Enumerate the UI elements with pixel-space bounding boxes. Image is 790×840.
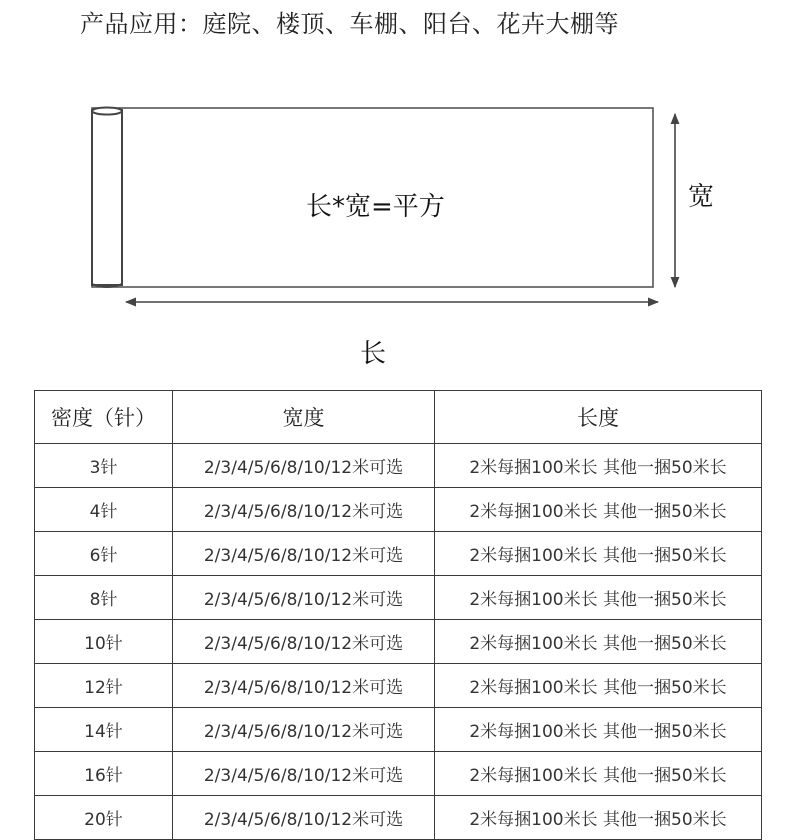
length-cell: 2米每捆100米长 其他一捆50米长 — [435, 444, 762, 488]
density-cell: 8针 — [35, 576, 173, 620]
length-cell: 2米每捆100米长 其他一捆50米长 — [435, 708, 762, 752]
length-cell: 2米每捆100米长 其他一捆50米长 — [435, 488, 762, 532]
density-cell: 3针 — [35, 444, 173, 488]
width-cell: 2/3/4/5/6/8/10/12米可选 — [173, 752, 435, 796]
width-cell: 2/3/4/5/6/8/10/12米可选 — [173, 796, 435, 840]
width-cell: 2/3/4/5/6/8/10/12米可选 — [173, 576, 435, 620]
density-cell: 12针 — [35, 664, 173, 708]
length-cell: 2米每捆100米长 其他一捆50米长 — [435, 796, 762, 840]
table-row — [35, 444, 762, 488]
density-cell: 4针 — [35, 488, 173, 532]
header-length: 长度 — [435, 391, 762, 444]
width-cell: 2/3/4/5/6/8/10/12米可选 — [173, 708, 435, 752]
density-cell: 16针 — [35, 752, 173, 796]
length-label: 长 — [360, 339, 387, 369]
table-header-row — [35, 391, 762, 444]
width-cell: 2/3/4/5/6/8/10/12米可选 — [173, 444, 435, 488]
header-density: 密度（针） — [35, 391, 173, 444]
density-cell: 20针 — [35, 796, 173, 840]
length-cell: 2米每捆100米长 其他一捆50米长 — [435, 576, 762, 620]
density-cell: 14针 — [35, 708, 173, 752]
product-applications-heading: 产品应用：庭院、楼顶、车棚、阳台、花卉大棚等 — [80, 10, 619, 38]
width-cell: 2/3/4/5/6/8/10/12米可选 — [173, 620, 435, 664]
density-cell: 6针 — [35, 532, 173, 576]
header-width: 宽度 — [173, 391, 435, 444]
length-cell: 2米每捆100米长 其他一捆50米长 — [435, 752, 762, 796]
specification-table — [34, 390, 762, 840]
width-cell: 2/3/4/5/6/8/10/12米可选 — [173, 488, 435, 532]
table-row — [35, 664, 762, 708]
table-row — [35, 708, 762, 752]
length-cell: 2米每捆100米长 其他一捆50米长 — [435, 532, 762, 576]
width-cell: 2/3/4/5/6/8/10/12米可选 — [173, 532, 435, 576]
width-cell: 2/3/4/5/6/8/10/12米可选 — [173, 664, 435, 708]
length-cell: 2米每捆100米长 其他一捆50米长 — [435, 620, 762, 664]
table-row — [35, 576, 762, 620]
table-row — [35, 488, 762, 532]
roll-cylinder — [92, 108, 122, 288]
table-row — [35, 620, 762, 664]
table-row — [35, 532, 762, 576]
roll-dimension-diagram — [0, 0, 790, 380]
length-cell: 2米每捆100米长 其他一捆50米长 — [435, 664, 762, 708]
density-cell: 10针 — [35, 620, 173, 664]
area-formula-label: 长*宽=平方 — [306, 192, 445, 222]
width-label: 宽 — [688, 182, 715, 212]
table-row — [35, 752, 762, 796]
table-row — [35, 796, 762, 840]
